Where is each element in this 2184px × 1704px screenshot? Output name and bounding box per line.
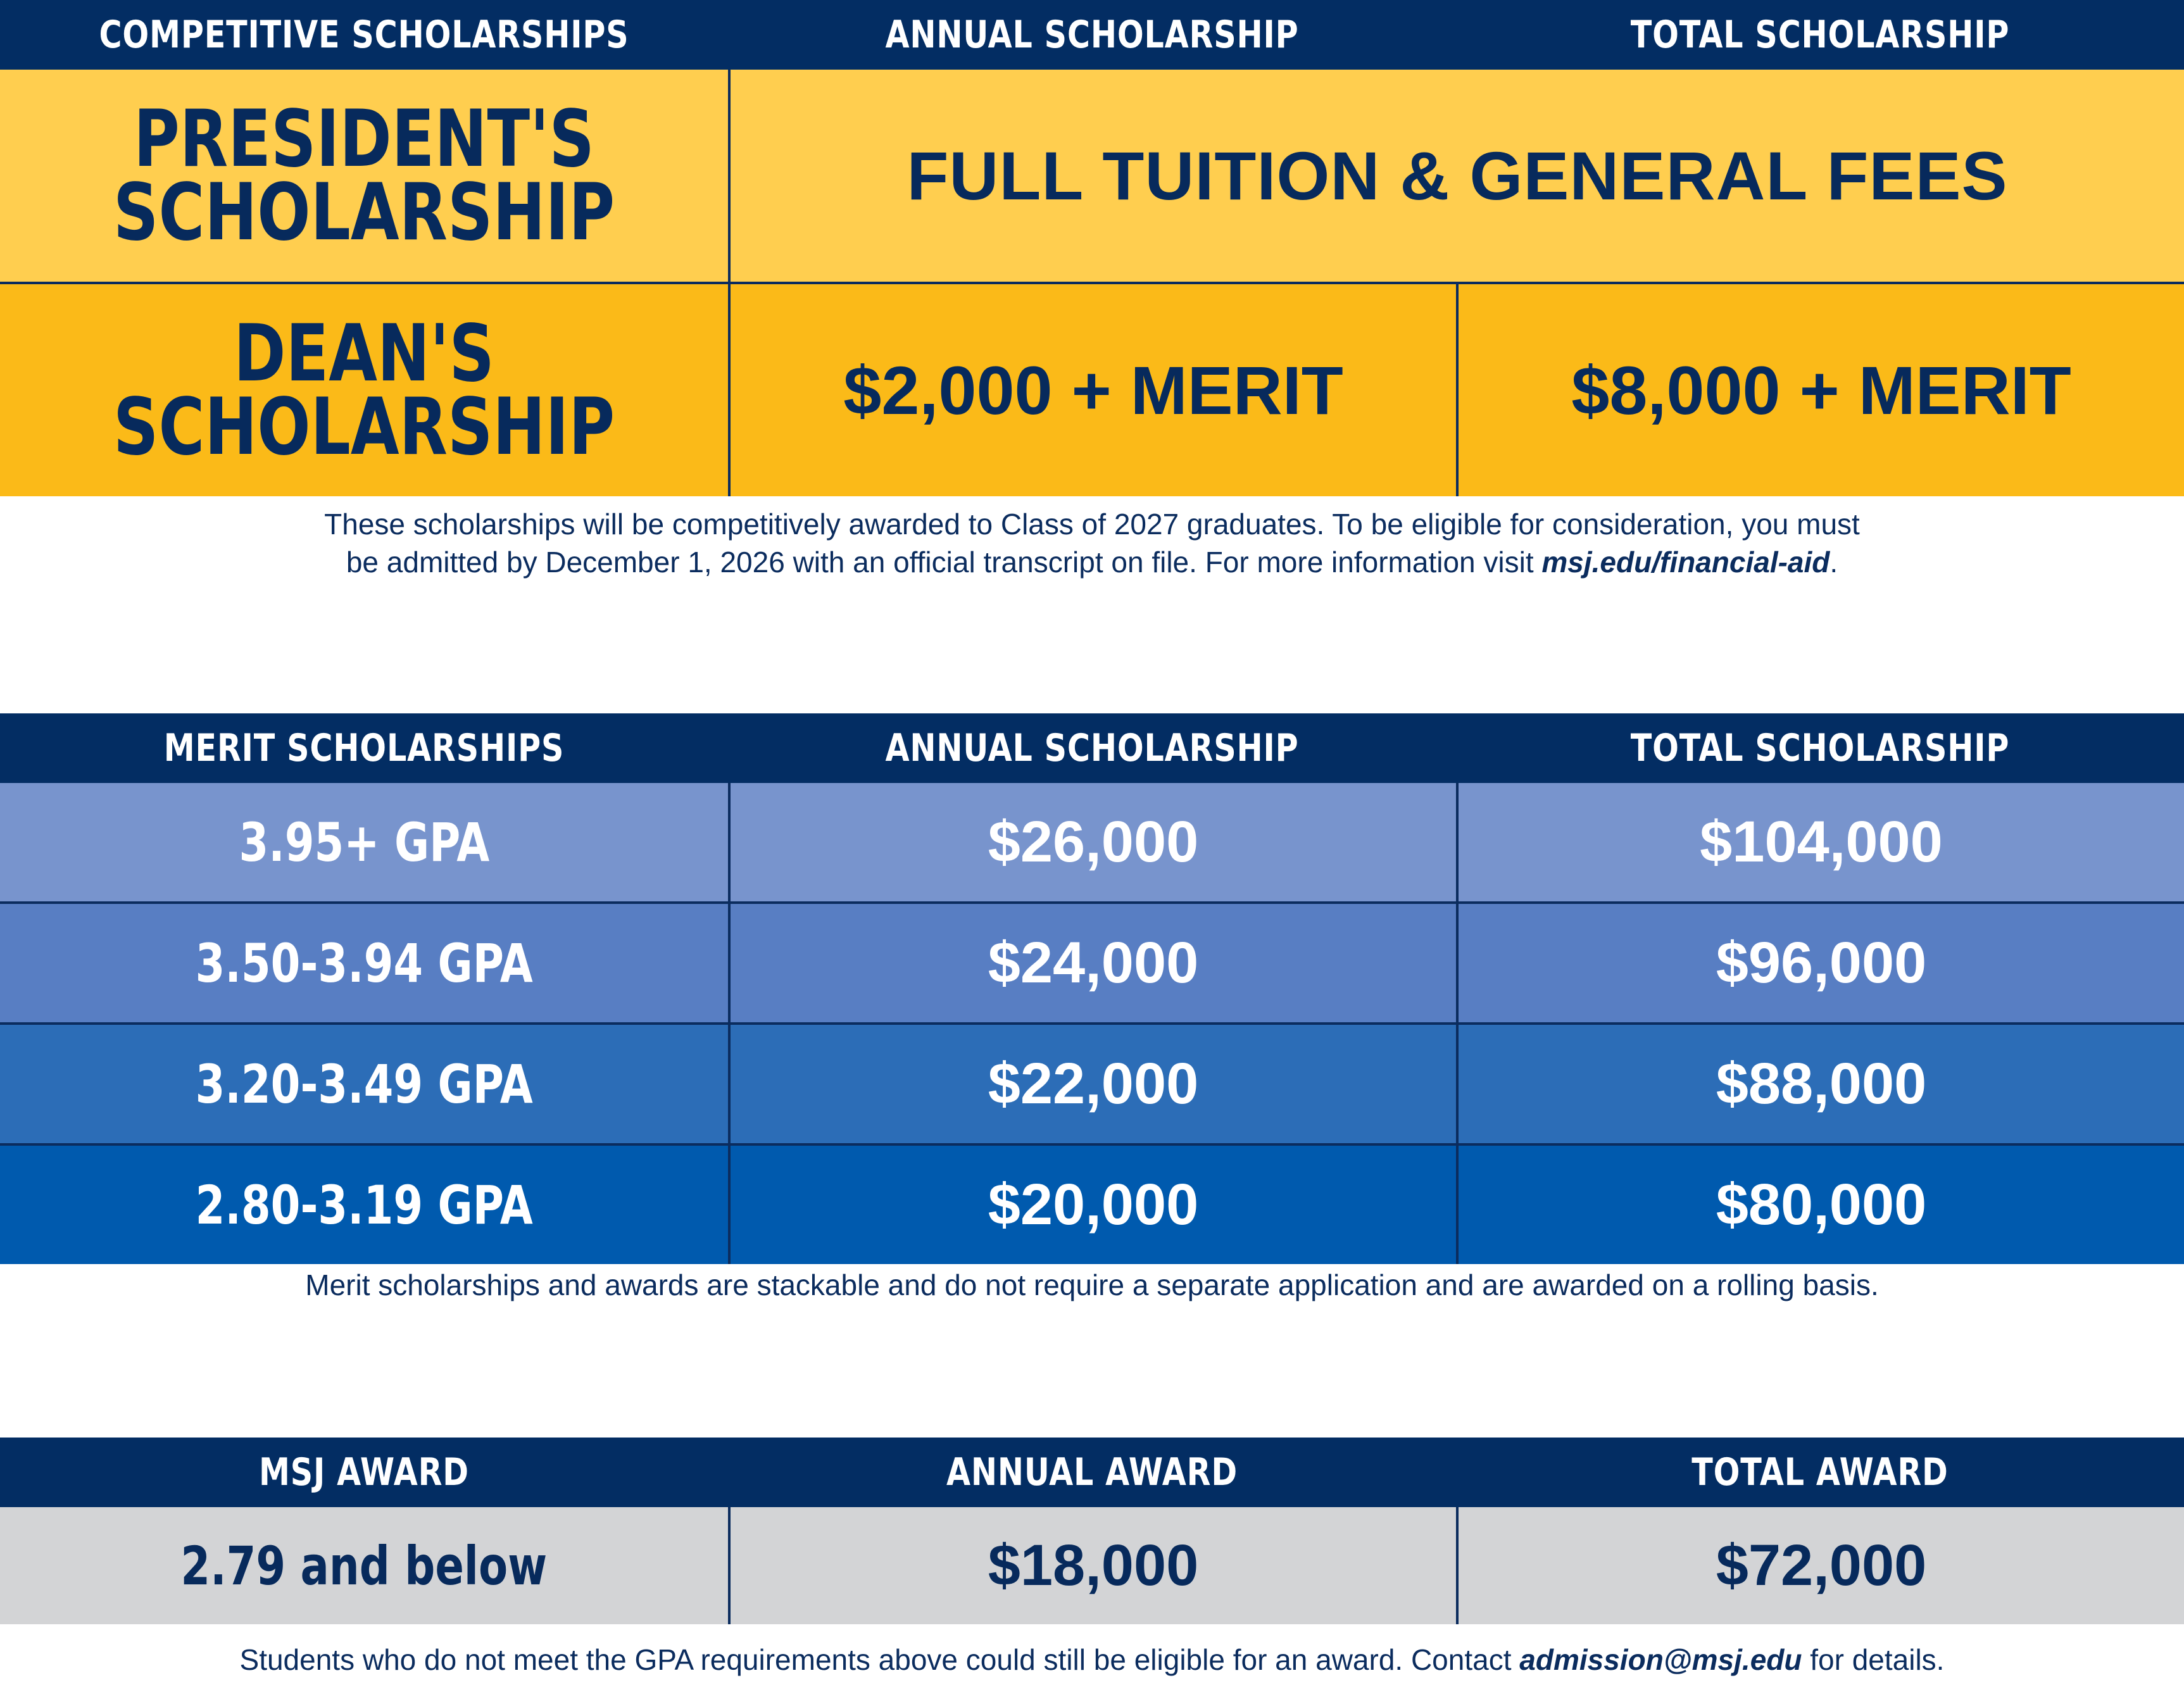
admission-email-link[interactable]: admission@msj.edu [1519,1643,1802,1676]
gpa-cell: 2.80-3.19 GPA [195,1174,533,1236]
annual-value-cell: $26,000 [728,783,1456,901]
note-line: These scholarships will be competitively awarded to Class of 2027 graduates. To be eligible for consideration, you must [324,508,1860,541]
annual-value-cell [728,284,1456,496]
table-row [0,783,2184,901]
scholarship-name-cell [0,284,728,496]
scholarship-name-line: SCHOLARSHIP [113,381,615,473]
scholarship-name-line: SCHOLARSHIP [113,166,615,258]
competitive-note [0,505,2184,581]
annual-value-cell: $18,000 [728,1507,1456,1624]
total-value-cell: $80,000 [1456,1146,2184,1264]
gpa-cell: 3.50-3.94 GPA [195,932,533,994]
header-cell: MERIT SCHOLARSHIPS [163,726,565,770]
financial-aid-link[interactable]: msj.edu/financial-aid [1541,546,1830,579]
header-cell: TOTAL SCHOLARSHIP [1630,726,2010,770]
total-value: $8,000 + MERIT [1571,352,2071,429]
gpa-cell: 3.95+ GPA [239,811,489,874]
header-cell: TOTAL SCHOLARSHIP [1630,13,2010,57]
gpa-cell: 3.20-3.49 GPA [195,1053,533,1115]
total-value-cell: $96,000 [1456,904,2184,1022]
header-cell: COMPETITIVE SCHOLARSHIPS [99,13,629,57]
award-note [0,1641,2184,1679]
header-cell: ANNUAL SCHOLARSHIP [885,726,1299,770]
note-line [0,543,2184,581]
total-value-cell: $72,000 [1456,1507,2184,1624]
msj-award-table [0,1438,2184,1624]
header-cell: ANNUAL AWARD [946,1450,1238,1494]
table-row [0,1143,2184,1264]
scholarship-name-cell [0,70,728,282]
annual-value-cell: $22,000 [728,1025,1456,1143]
scholarship-value-cell [728,70,2184,282]
note-text: . [1829,546,1838,579]
merit-note: Merit scholarships and awards are stackable and do not require a separate application and are awarded on a rolling basis. [305,1269,1879,1301]
annual-value-cell: $24,000 [728,904,1456,1022]
scholarship-name-line: PRESIDENT'S [134,93,594,185]
table-row [0,901,2184,1022]
scholarship-name-line: DEAN'S [234,308,494,399]
table-row [0,1507,2184,1624]
total-value-cell: $104,000 [1456,783,2184,901]
annual-value-cell: $20,000 [728,1146,1456,1264]
full-tuition-value: FULL TUITION & GENERAL FEES [907,137,2008,214]
annual-value: $2,000 + MERIT [843,352,1343,429]
table-header [0,0,2184,70]
table-row-presidents [0,70,2184,282]
total-value-cell: $88,000 [1456,1025,2184,1143]
note-text: Students who do not meet the GPA requirements above could still be eligible for an award. Contact [239,1643,1520,1676]
table-row [0,1022,2184,1143]
header-cell: TOTAL AWARD [1691,1450,1949,1494]
note-text: for details. [1802,1643,1945,1676]
note-text: be admitted by December 1, 2026 with an official transcript on file. For more information visit [346,546,1542,579]
table-row-deans [0,282,2184,496]
total-value-cell [1456,284,2184,496]
table-header [0,713,2184,783]
merit-scholarships-table [0,713,2184,1264]
header-cell: MSJ AWARD [259,1450,469,1494]
table-header [0,1438,2184,1507]
gpa-cell: 2.79 and below [180,1534,548,1597]
competitive-scholarships-table [0,0,2184,496]
header-cell: ANNUAL SCHOLARSHIP [885,13,1299,57]
